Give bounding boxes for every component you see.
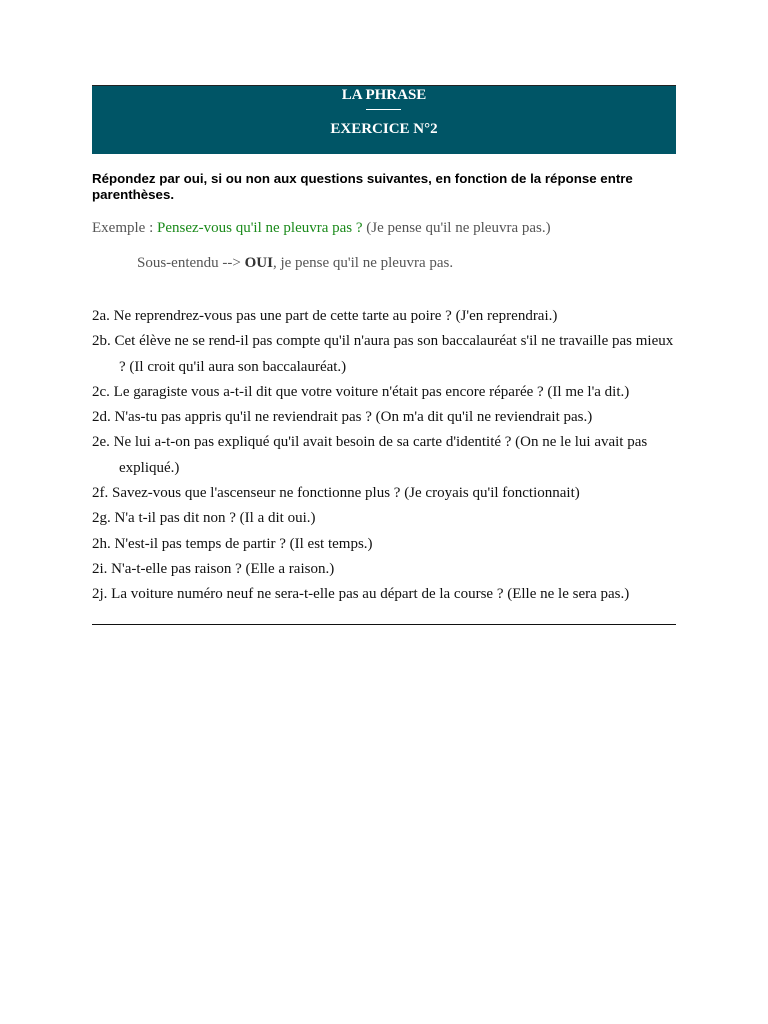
example-context: (Je pense qu'il ne pleuvra pas.) (362, 220, 551, 236)
question-item: 2j. La voiture numéro neuf ne sera-t-elle pas au départ de la course ? (Elle ne le sera pas.) (92, 586, 630, 603)
example-label: Exemple : (92, 220, 157, 236)
question-list (92, 304, 676, 608)
example-answer-line (137, 255, 453, 272)
question-item: 2a. Ne reprendrez-vous pas une part de cette tarte au poire ? (J'en reprendrai.) (92, 308, 558, 324)
question-item: 2g. N'a t-il pas dit non ? (Il a dit oui.) (92, 510, 316, 527)
header-banner (92, 85, 676, 154)
title-separator (366, 109, 401, 110)
example-line (92, 220, 551, 237)
answer-prefix: Sous-entendu --> (137, 255, 245, 271)
instruction-text: Répondez par oui, si ou non aux questions suivantes, en fonction de la réponse entre parenthèses. (92, 171, 633, 202)
example-question: Pensez-vous qu'il ne pleuvra pas ? (156, 220, 363, 236)
question-item: 2d. N'as-tu pas appris qu'il ne reviendrait pas ? (On m'a dit qu'il ne reviendrait pas.) (92, 409, 593, 426)
page-title: LA PHRASE (341, 87, 427, 103)
answer-rest: , je pense qu'il ne pleuvra pas. (272, 255, 454, 271)
question-item: 2f. Savez-vous que l'ascenseur ne fonctionne plus ? (Je croyais qu'il fonctionnait) (92, 485, 580, 502)
question-item: 2e. Ne lui a-t-on pas expliqué qu'il avait besoin de sa carte d'identité ? (On ne le lui avait pas expliqué.) (92, 434, 648, 476)
question-item: 2c. Le garagiste vous a-t-il dit que votre voiture n'était pas encore réparée ? (Il me l'a dit.) (92, 383, 630, 400)
question-item: 2b. Cet élève ne se rend-il pas compte qu'il n'aura pas son baccalauréat s'il ne travaille pas mieux ? (Il croit qu'il aura son baccalauréat.) (92, 333, 674, 375)
bottom-divider (92, 624, 676, 625)
question-item: 2h. N'est-il pas temps de partir ? (Il est temps.) (92, 535, 373, 552)
answer-word: OUI (244, 255, 273, 271)
question-item: 2i. N'a-t-elle pas raison ? (Elle a raison.) (92, 560, 335, 577)
exercise-number: EXERCICE N°2 (330, 121, 438, 137)
